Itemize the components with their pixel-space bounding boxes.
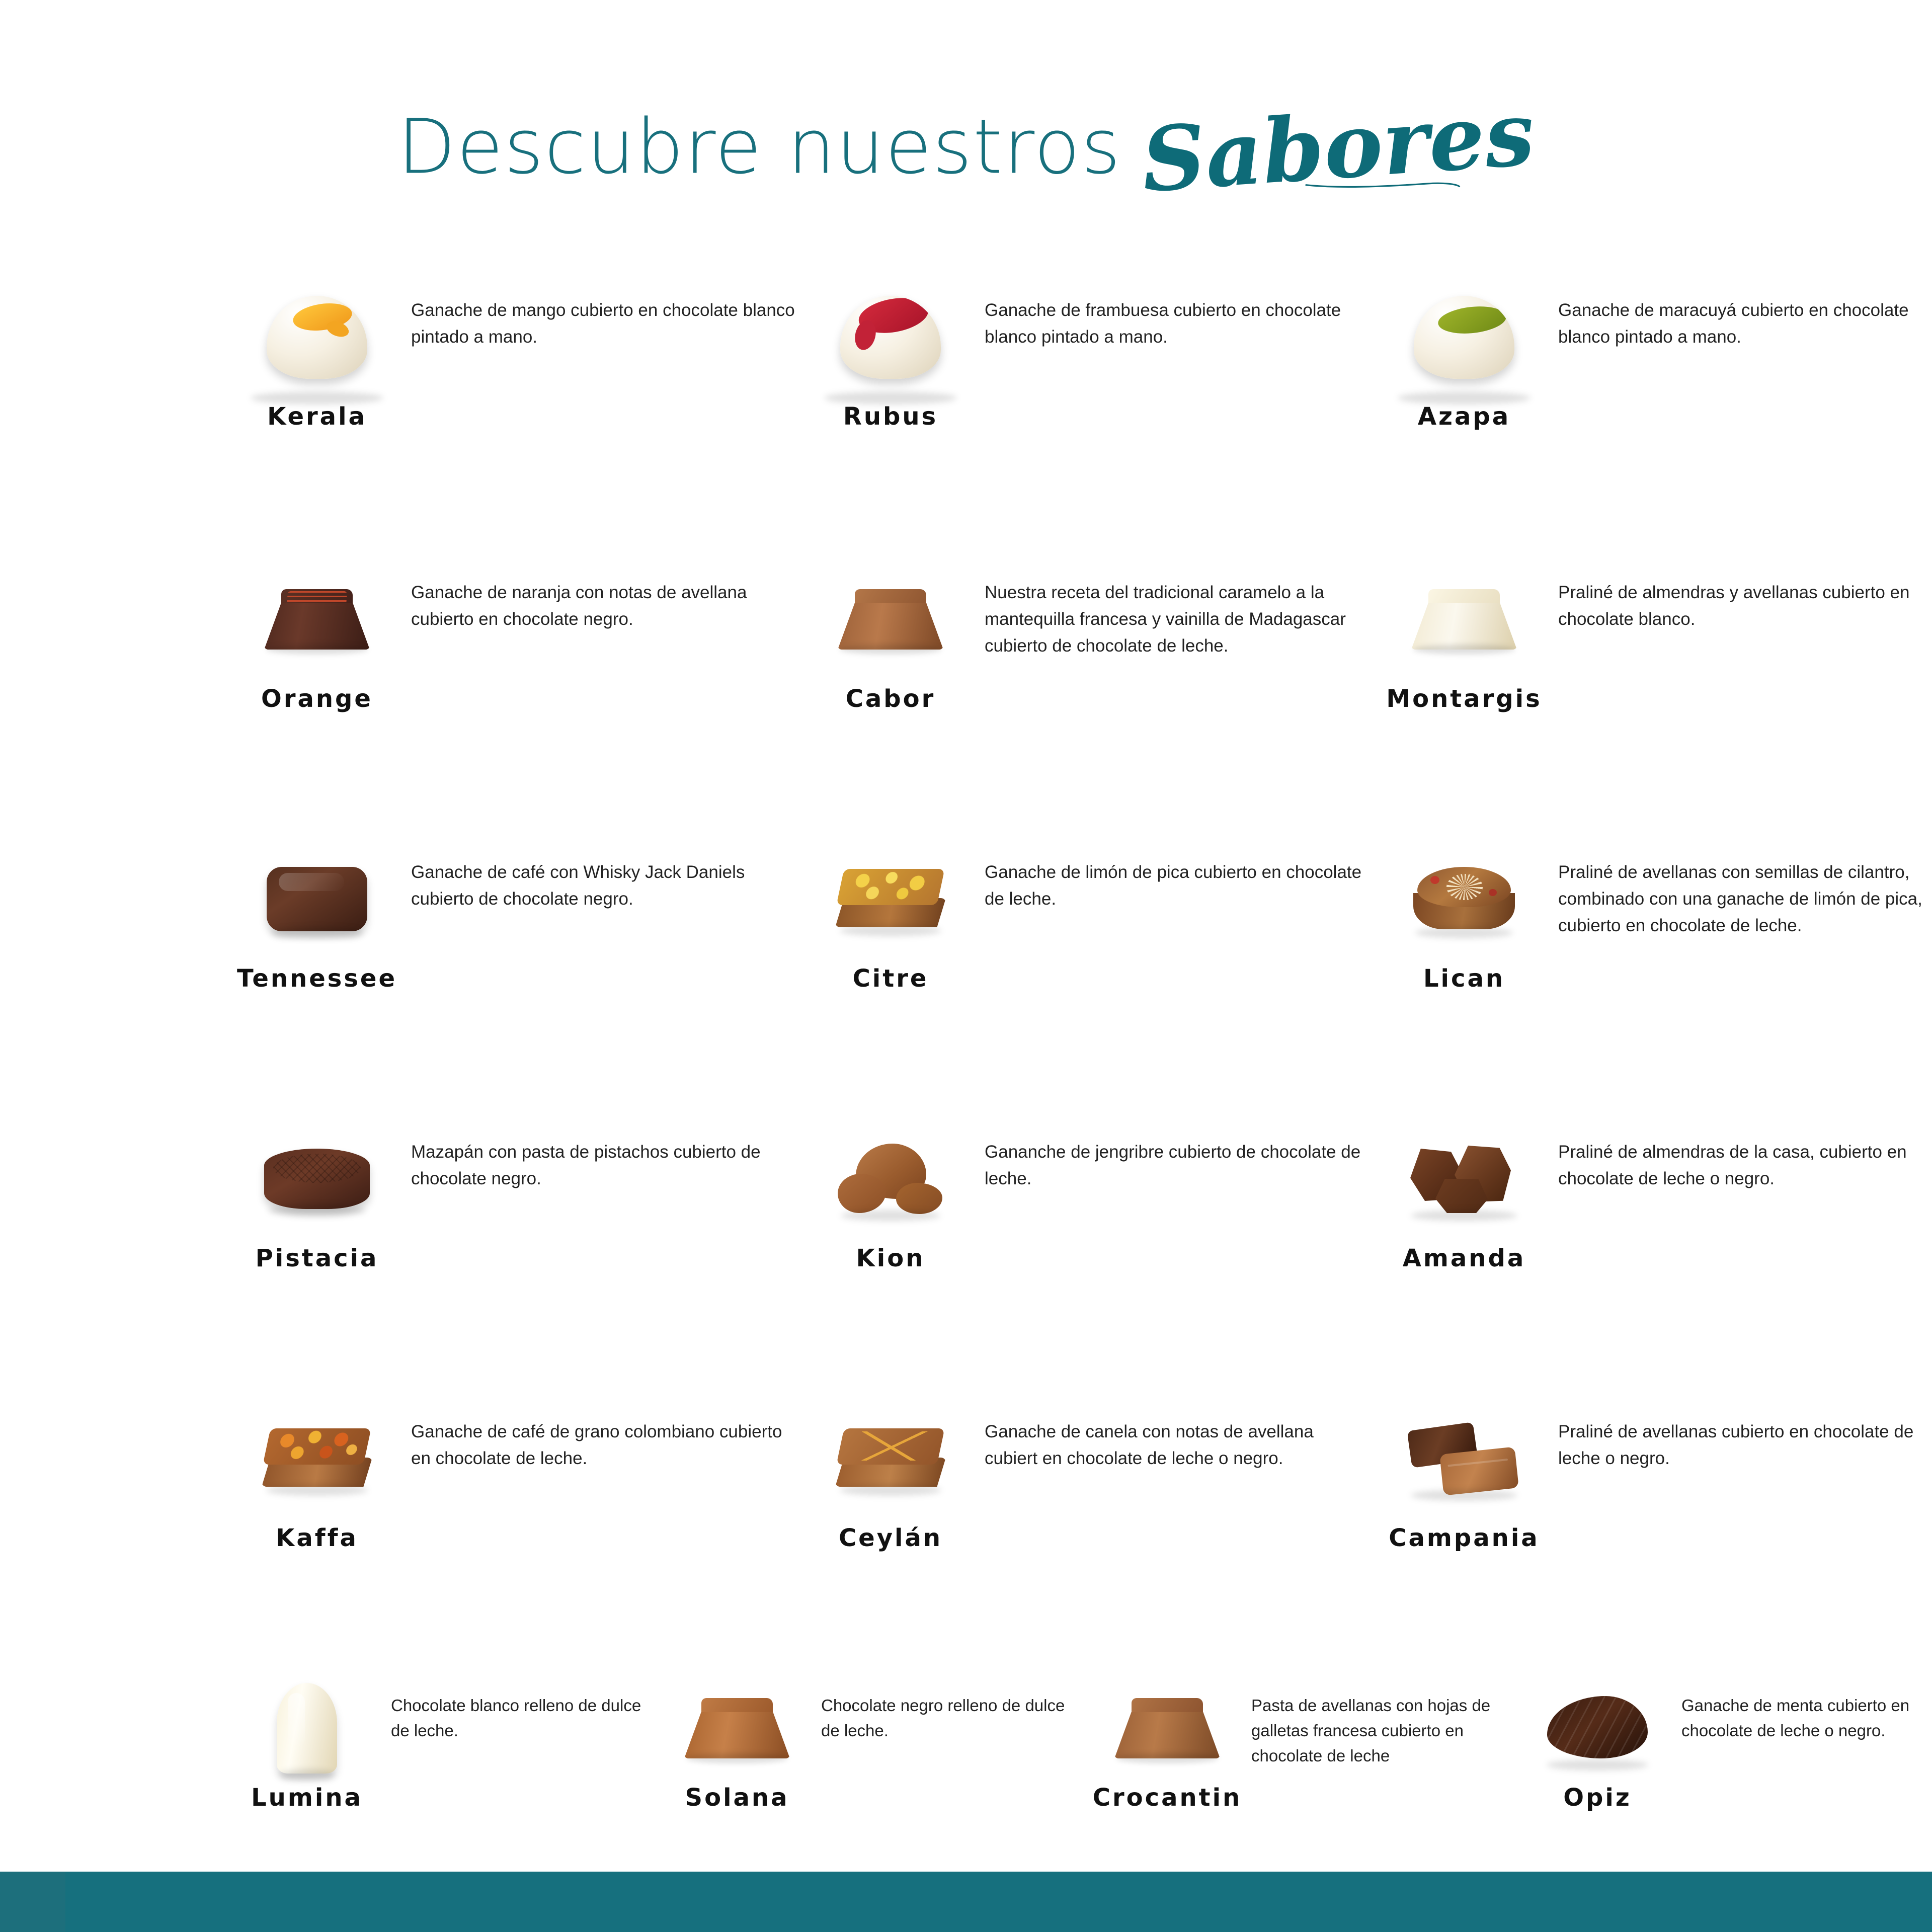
flavor-figure (234, 1118, 400, 1272)
flavor-figure (808, 277, 974, 431)
stacked-bars-chocolate-icon (1389, 1398, 1540, 1519)
flavor-card-kaffa[interactable] (234, 1398, 808, 1552)
flavor-row (234, 839, 1932, 993)
flavor-name: Kerala (267, 403, 367, 431)
flavor-figure (1094, 1678, 1240, 1812)
flavor-description: Praliné de almendras de la casa, cubierto en chocolate de leche o negro. (1558, 1142, 1907, 1189)
flavor-description: Ganache de frambuesa cubierto en chocolate blanco pintado a mano. (985, 300, 1341, 347)
flavor-card-opiz[interactable] (1524, 1678, 1932, 1812)
flavor-description: Praliné de avellanas cubierto en chocolate de leche o negro. (1558, 1422, 1914, 1469)
flavor-name: Montargis (1386, 685, 1542, 713)
flavor-card-rubus[interactable] (808, 277, 1381, 431)
dark-ribbed-shell-chocolate-icon (1532, 1678, 1663, 1779)
flavor-name: Orange (261, 685, 373, 713)
flavor-name: Opiz (1563, 1784, 1632, 1812)
flavor-name: Tennessee (236, 964, 397, 993)
flavor-card-pistacia[interactable] (234, 1118, 808, 1272)
dark-textured-puck-chocolate-icon (242, 1118, 392, 1239)
flavor-name: Lican (1423, 964, 1505, 993)
milk-slab-yellow-dots-chocolate-icon (815, 839, 966, 959)
flavor-card-campania[interactable] (1381, 1398, 1932, 1552)
flavor-name: Campania (1389, 1524, 1540, 1552)
flavor-card-solana[interactable] (664, 1678, 1094, 1812)
flavor-description: Mazapán con pasta de pistachos cubierto de chocolate negro. (411, 1142, 761, 1189)
flavor-name: Citre (852, 964, 929, 993)
caramel-trapezoid-chocolate-icon (672, 1678, 802, 1779)
white-dome-mango-chocolate-icon (242, 277, 392, 397)
flavor-figure (1381, 277, 1547, 431)
flavor-description: Ganache de café con Whisky Jack Daniels cubierto de chocolate negro. (411, 862, 745, 909)
flavor-figure (1381, 1118, 1547, 1272)
flavor-row (234, 559, 1932, 713)
flavor-description: Nuestra receta del tradicional caramelo a la mantequilla francesa y vainilla de Madagascar cubierto de chocolate de leche. (985, 583, 1346, 656)
footer-accent-right (65, 1872, 1932, 1932)
flavor-card-kerala[interactable] (234, 277, 808, 431)
flavor-card-cabor[interactable] (808, 559, 1381, 713)
flavor-figure (1524, 1678, 1670, 1812)
flavor-name: Cabor (845, 685, 936, 713)
flavor-card-ceylan[interactable] (808, 1398, 1381, 1552)
flavor-row (234, 277, 1932, 431)
flavor-figure (234, 1678, 380, 1812)
milk-slab-orange-dots-chocolate-icon (242, 1398, 392, 1519)
flavor-description: Gananche de jengribre cubierto de chocolate de leche. (985, 1142, 1361, 1189)
milk-oval-flower-chocolate-icon (1389, 839, 1540, 959)
flavor-figure (808, 559, 974, 713)
flavor-card-azapa[interactable] (1381, 277, 1932, 431)
flavor-name: Solana (685, 1784, 789, 1812)
flavor-figure (1381, 839, 1547, 993)
page-title-script: Sabores (1138, 82, 1538, 212)
flavor-figure (664, 1678, 810, 1812)
footer-accent-left (0, 1872, 65, 1932)
flavor-figure (234, 839, 400, 993)
flavor-figure (808, 1398, 974, 1552)
flavor-figure (234, 559, 400, 713)
flavor-name: Kion (856, 1244, 925, 1272)
flavor-description: Ganache de canela con notas de avellana cubiert en chocolate de leche o negro. (985, 1422, 1314, 1469)
page-header (0, 0, 1932, 212)
milk-irregular-blob-chocolate-icon (815, 1118, 966, 1239)
flavor-name: Ceylán (838, 1524, 943, 1552)
flavor-figure (808, 1118, 974, 1272)
flavor-figure (808, 839, 974, 993)
flavors-grid (103, 277, 1922, 1812)
flavor-description: Chocolate blanco relleno de dulce de leche. (391, 1696, 641, 1740)
milk-trapezoid-chocolate-icon (815, 559, 966, 680)
flavor-card-lumina[interactable] (234, 1678, 664, 1812)
flavor-name: Amanda (1402, 1244, 1526, 1272)
milk-slab-golden-lines-chocolate-icon (815, 1398, 966, 1519)
flavor-figure (234, 1398, 400, 1552)
flavor-name: Crocantin (1092, 1784, 1242, 1812)
flavor-card-lican[interactable] (1381, 839, 1932, 993)
flavor-description: Ganache de naranja con notas de avellana cubierto en chocolate negro. (411, 583, 747, 629)
flavor-figure (234, 277, 400, 431)
flavor-description: Praliné de almendras y avellanas cubierto en chocolate blanco. (1558, 583, 1910, 629)
flavor-figure (1381, 559, 1547, 713)
white-dome-passionfruit-chocolate-icon (1389, 277, 1540, 397)
white-finger-bar-chocolate-icon (242, 1678, 372, 1779)
flavor-description: Ganache de maracuyá cubierto en chocolate blanco pintado a mano. (1558, 300, 1909, 347)
flavor-name: Pistacia (255, 1244, 379, 1272)
flavor-row-bottom (234, 1678, 1932, 1812)
flavor-row (234, 1118, 1932, 1272)
flavor-name: Azapa (1417, 403, 1511, 431)
flavor-card-kion[interactable] (808, 1118, 1381, 1272)
flavor-card-orange[interactable] (234, 559, 808, 713)
flavor-card-montargis[interactable] (1381, 559, 1932, 713)
flavor-card-crocantin[interactable] (1094, 1678, 1524, 1812)
flavor-card-tennessee[interactable] (234, 839, 808, 993)
flavor-name: Rubus (843, 403, 938, 431)
flavor-name: Kaffa (276, 1524, 358, 1552)
flavor-description: Chocolate negro relleno de dulce de leche. (821, 1696, 1065, 1740)
flavor-description: Pasta de avellanas con hojas de galletas francesa cubierto en chocolate de leche (1251, 1696, 1491, 1765)
flavor-description: Ganache de limón de pica cubierto en chocolate de leche. (985, 862, 1362, 909)
footer-bar (0, 1872, 1932, 1932)
flavor-description: Ganache de café de grano colombiano cubierto en chocolate de leche. (411, 1422, 782, 1469)
flavor-description: Ganache de mango cubierto en chocolate blanco pintado a mano. (411, 300, 795, 347)
flavor-description: Ganache de menta cubierto en chocolate de leche o negro. (1681, 1696, 1910, 1740)
flavor-row (234, 1398, 1932, 1552)
white-dome-raspberry-chocolate-icon (815, 277, 966, 397)
flavor-name: Lumina (251, 1784, 363, 1812)
flavor-card-amanda[interactable] (1381, 1118, 1932, 1272)
flavor-figure (1381, 1398, 1547, 1552)
flavor-description: Praliné de avellanas con semillas de cilantro, combinado con una ganache de limón de pica, cubierto en chocolate de leche. (1558, 862, 1922, 936)
title-underline-flourish (1157, 181, 1610, 188)
dark-faceted-cluster-chocolate-icon (1389, 1118, 1540, 1239)
dark-trapezoid-chocolate-icon (242, 559, 392, 680)
flavor-card-citre[interactable] (808, 839, 1381, 993)
white-trapezoid-chocolate-icon (1389, 559, 1540, 680)
dark-rounded-puck-chocolate-icon (242, 839, 392, 959)
page-title-main: Descubre nuestros (397, 103, 1121, 191)
milk-trapezoid-bar-chocolate-icon (1102, 1678, 1233, 1779)
